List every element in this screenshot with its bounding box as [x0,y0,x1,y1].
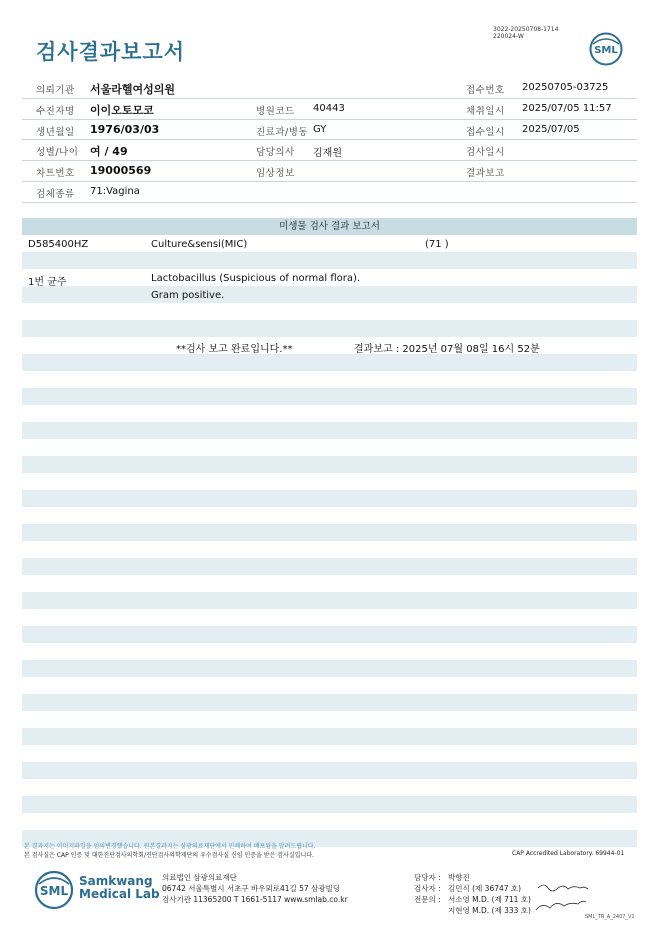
received-value: 2025/07/05 [522,123,580,135]
report-band [22,660,637,677]
test-number: (71 ) [425,239,449,250]
report-band [22,354,637,371]
institution-label: 의뢰기관 [36,85,75,96]
manager-value: 박향진 [448,873,470,882]
sex-age-label: 성별/나이 [36,147,79,159]
report-time: 결과보고 : 2025년 07월 08일 16시 52분 [354,344,540,355]
report-band [22,252,637,269]
dept-label: 진료과/병동 [256,126,309,138]
dob-value: 1976/03/03 [90,122,160,136]
institution-value: 서울라헬여성의원 [90,83,176,96]
report-band [22,422,637,439]
test-code: D585400HZ [28,239,89,250]
patient-value: 이이오토모코 [90,103,154,117]
info-row [22,99,637,120]
micro-report [22,218,637,355]
info-row [22,140,637,161]
chart-no-value: 19000569 [90,164,152,178]
address-line1: 의료법인 삼광의료재단 [162,873,237,882]
specimen-label: 검체종류 [36,188,75,200]
document-id-line1: 3022-20250708-1714 [493,26,559,33]
hospital-code-label: 병원코드 [256,105,295,117]
doctor-label: 담당의사 [256,147,295,159]
certification-note: 본 검사실은 CAP 인증 및 대한진단검사의학회/진단검사의학재단의 우수검사실 신임 인증을 받은 검사실입니다. [24,852,314,859]
document-id-line2: 220024-W [493,33,524,40]
doctor-value: 김재원 [313,148,342,160]
sml-brand-icon [34,870,74,910]
tester-value: 김민식 (제 36747 호) [448,884,522,893]
info-row [22,182,637,203]
hospital-code-value: 40443 [313,102,345,114]
report-band [22,286,637,303]
report-band [22,490,637,507]
specimen-value: 71:Vagina [90,185,140,197]
patient-info-table [22,78,637,203]
sml-brand-text: SML [39,884,69,898]
dept-value: GY [313,123,327,135]
report-band [22,592,637,609]
chart-no-label: 차트번호 [36,168,75,180]
brand-name-line1: Samkwang [79,874,153,888]
document-id [493,26,558,40]
document-code: SML_TR_A_2407_V1 [585,914,635,920]
info-row [22,120,637,141]
report-complete-message: **검사 보고 완료입니다.** [176,344,293,355]
dob-label: 생년월일 [36,126,75,138]
organism-line1: Lactobacillus (Suspicious of normal flora). [151,273,361,284]
sex-age-value: 여 / 49 [90,145,128,159]
collected-value: 2025/07/05 11:57 [522,102,612,114]
cap-accreditation: CAP Accredited Laboratory. 69944-01 [512,850,625,857]
report-band [22,762,637,779]
report-band [22,796,637,813]
tester-label: 검사자 : [414,884,441,893]
brand-name-line2: Medical Lab [79,887,160,901]
tested-label: 검사일시 [466,147,505,159]
page-title: 검사결과보고서 [36,40,186,64]
receipt-no-label: 접수번호 [466,85,505,96]
report-band [22,558,637,575]
specialist-label: 전문의 : [414,895,441,904]
patient-label: 수진자명 [36,105,75,117]
info-row [22,161,637,182]
sml-logo-icon [589,32,623,66]
footer-note: 본 결과지는 이미지파일을 임의변경했습니다. 원본결과지는 삼광의료재단에서 인쇄하여 배포됨을 알려드립니다. [24,843,316,850]
test-name: Culture&sensi(MIC) [151,239,248,250]
report-band [22,320,637,337]
collected-label: 채취일시 [466,105,505,117]
report-heading: 미생물 검사 결과 보고서 [22,218,637,235]
report-band [22,524,637,541]
sml-logo-text: SML [594,45,618,56]
address-line3: 검사기관 11365200 T 1661-5117 www.smlab.co.kr [162,895,348,904]
lab-address [162,872,348,905]
receipt-no-value: 20250705-03725 [522,82,609,93]
report-band [22,456,637,473]
signature-scribble-icon [534,880,594,916]
address-line2: 06742 서울특별시 서초구 바우뫼로41길 57 삼광빌딩 [162,884,341,893]
brand-name [79,875,160,901]
organism-label: 1번 균주 [28,277,67,288]
received-label: 접수일시 [466,126,505,138]
info-row [22,78,637,99]
report-band [22,728,637,745]
report-band [22,388,637,405]
organism-line2: Gram positive. [151,290,225,301]
manager-label: 담당자 : [414,873,441,882]
report-band [22,694,637,711]
report-label: 결과보고 [466,168,505,180]
clinical-label: 임상정보 [256,168,295,180]
specialist2-value: 지현영 M.D. (제 333 호) [448,906,531,915]
specialist1-value: 서소영 M.D. (제 711 호) [448,895,531,904]
report-band [22,626,637,643]
